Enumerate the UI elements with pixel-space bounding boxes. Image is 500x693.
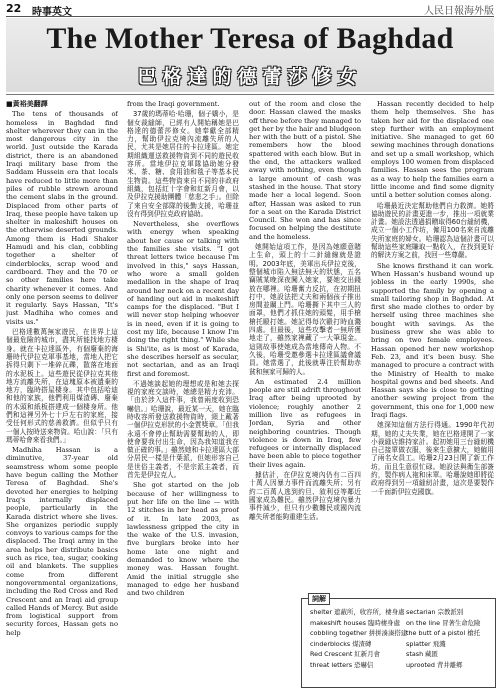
article-title-chinese: 巴格達的德蕾莎修女 <box>137 66 363 88</box>
article-column-3 <box>249 100 361 592</box>
paragraph: Nevertheless, she overflows with energy when speaking about her cause or talking with the families she visits. "I got threat letters twice because I'm involved in this," says Hassan, who wore a small golden medallion in the shape of Iraq around her neck on a recent day of handing out aid in makeshift camps for the displaced. "But I will never stop helping whoever is in need, even if it is going to cost my life, because I know I'm doing the right thing." While she is Shi'ite, as is most of Karada, she describes herself as secular, not sectarian, and as an Iraqi first and foremost. <box>127 220 239 378</box>
paragraph: Hassan recently decided to help them help themselves. She has taken her aid for the displaced one step further with an employment initiative. She managed to get 60 sewing machines through donations and set up a small workshop, which employs 100 women from displaced families. Hassan sees the program as a way to help the families earn a little income and find some dignity until a better solution comes along. <box>371 100 494 200</box>
paragraph: out of the room and close the door. Hassan clawed the masks off three before they managed to get her by the hair and bludgeon her with the butt of a pistol. She remembers how the blood spattered with each blow. But in the end, the attackers walked away with nothing, even though a large amount of cash was stashed in the house. That story made her a local legend. Soon after, Hassan was asked to run for a seat on the Karada District Council. She won and has since focused on helping the destitute and the homeless. <box>249 100 361 241</box>
article-column-1 <box>6 100 118 690</box>
paragraph: 據估計，在伊拉克境內仍有二百四十萬人因暴力事件而流離失所；另有約二百萬人逃到約旦、敘利亞等鄰近國家成為難民。雖然伊拉克境內暴力事件減少，但只有少數難民或國內流離失所者能夠重建生活。 <box>249 471 361 521</box>
paragraph: 巴格達數萬無家遊民，在世界上這個最危險的城市，盡其所能找地方棲身。就在卡拉達區外，有個廢棄的海珊時代伊拉克軍事基地，當地人把它拆得只剩下一堆碎瓦礫，散落在地面的水泥板上。這些遊民從伊拉克其他地方流離失所，在這塊原本被遺棄的地方，臨時搭屋棲身。其中包括哈迪和他的家族，他們利用煤渣磚、廢棄的木頭和紙板搭建成一個棲身所。他們和這裡另外七十戶左右的家庭，接受任何形式的慈善救濟。但似乎只有一個人按時送來物資。哈山說：「只有瑪蒂哈會來看我們。」 <box>6 328 118 444</box>
translator-byline: ■黃裕美翻譯 <box>6 100 48 108</box>
paragraph: An estimated 2.4 million people are still adrift throughout Iraq after being uprooted by violence; roughly another 2 million live as refugees in Jordan, Syria and other neighboring countries. Though violence is down in Iraq, few refugees or internally displaced have been able to piece together their lives again. <box>249 377 361 469</box>
glossary-item: the butt of a pistol 槍托 <box>406 629 480 638</box>
paragraph: 哈珊最近決定幫助他們自力救濟。她將協助遊民的計畫更進一步，推出一項就業計畫。她設法透過捐贈取得60台縫紉機，成立一個小工作坊，僱用100名來自流離失所家庭的婦女。哈珊認為這個計畫可以幫助這些家庭賺取一點收入，在找到更好的解決方案之前，找回一些尊嚴。 <box>371 201 494 260</box>
glossary-item: sectarian 宗教派別 <box>406 608 464 616</box>
page-header <box>6 2 494 17</box>
divider <box>6 94 494 95</box>
glossary-item: threat letters 恐嚇信 <box>310 660 374 669</box>
paragraph: Madhiha Hassan is a diminutive, 37-year old seamstress whom some people have begun calling the Mother Teresa of Baghdad. She's devoted her energies to helping Iraq's internally displaced people, particularly in the Karada district where she lives. She organizes periodic supply convoys to various camps for the displaced. The Iraqi army in the area helps her distribute basics such as rice, tea, sugar, cooking oil and blankets. The supplies come from different nongovernmental organizations, including the Red Cross and Red Crescent and an Iraqi aid group called Hands of Mercy. But aside from logistical support from security forces, Hassan gets no help <box>6 446 118 637</box>
paragraph: The tens of thousands of homeless in Baghdad find shelter wherever they can in the most dangerous city in the world. Just outside the Karada district, there is an abandoned Iraqi military base from the Saddam Hussein era that locals have reduced to little more than piles of rubble strewn around the cement slabs in the ground. Displaced from other parts of Iraq, these people have taken up shelter in makeshift houses on the otherwise deserted grounds. Among them is Hadi Shaker Hamudi and his clan, cobbling together a shelter of cinderblocks, scrap wood and cardboard. They and the 70 or so other families here take charity whenever it comes. And only one person seems to deliver it regularly. Says Hassan, "It's just Madhiha who comes and visits us." <box>6 110 118 326</box>
paragraph: She knows firsthand it can work. When Hassan's husband wound up jobless in the early 1990s, she supported the family by opening a small tailoring shop in Baghdad. At first she made clothes to order by herself using three machines she bought with savings. As the business grew she was able to bring on two female employees. Hassan opened her new workshop Feb. 23, and it's been busy. She managed to procure a contract with the Ministry of Health to make hospital gowns and bed sheets. And Hassan says she is close to getting another sewing project from the government, this one for 1,000 new Iraqi flags. <box>371 261 494 419</box>
paragraph: She got started on the job because of her willingness to put her life on the line — with 12 stitches in her head as proof of it. In late 2003, as lawlessness gripped the city in the wake of the U.S. invasion, five burglars broke into her home late one night and demanded to know where the money was. Hassan fought. Amid the initial struggle she managed to edge her husband and two children <box>127 481 239 598</box>
paragraph: 37歲的瑪蒂哈·哈珊，個子嬌小，是個女裁縫師，已經有人開始稱她是巴格達的德蕾莎修女。她奉獻全部精力，幫助伊拉克境內流離失所的人民，尤其是她居住的卡拉達區。她定期組織運送救援物資到不同的遊民收容所。當地伊拉克軍隊協助她分發米、茶、糖、食用油和毯子等基本民生物資。這些物資來自不同的非政府組織，包括紅十字會和紅新月會，以及伊拉克援助團體「慈悲之手」。但除了來自安全部隊的後勤支援，哈珊並沒有得到伊拉克政府協助。 <box>127 110 239 218</box>
glossary-label: 詞解 <box>308 593 330 605</box>
glossary-box <box>301 595 496 688</box>
paragraph: 她深知這個方法行得通。1990年代初期，她的丈夫失業，她在巴格達開了一家小裁縫店維持家計。起初她用三台縫紉機自己接單做衣服，後來生意擴大，她僱用了兩名女員工。哈珊2月23日開了新工作坊，而且生意很忙碌。她設法與衛生部簽約，製作病人袍和床單。哈珊說她即將從政府得到另一項縫紉計畫，這次是要製作一千面新伊拉克國旗。 <box>371 421 494 496</box>
glossary-item: cobbling together 拼拼湊湊搭建 <box>310 629 408 638</box>
glossary-left-column <box>310 607 407 671</box>
glossary-item: on the line 冒著生命危險 <box>406 618 481 627</box>
paragraph: 她開始這項工作，是因為她願意賭上生命，頭上的十二針縫線就是證明。2003年底，美軍出兵伊拉克後，整個城市陷入無法無天的狀態，五名竊賊某晚深夜闖入她家，要她交出錢放在哪裡。哈珊奮力反抗，在初期扭打中，她設法把丈夫和兩個孩子推出房間並關上門。哈珊撕下其中三人的面罩，他們才抓住她的頭髮，用手槍槍托毆打她。她記得每次毆打時血濺四處。但最後，這些攻擊者一無所獲地走了，雖然家裡藏了一大筆現金。這則故事使她成為當地傳奇人物。不久後，哈珊受邀參選卡拉達區議會議員。她當選了，此後就專注於幫助赤貧和無家可歸的人。 <box>249 243 361 376</box>
section-name: 時事英文 <box>32 7 72 18</box>
glossary-item: stash 藏匿 <box>406 650 438 659</box>
glossary-item: splatter 飛濺 <box>406 639 446 648</box>
newspaper-name: 人民日報海外版 <box>424 6 494 17</box>
glossary-item: makeshift houses 臨時棲身處 <box>310 618 400 627</box>
article-title-english: The Mother Teresa of Baghdad <box>46 22 454 55</box>
glossary-right-column <box>406 607 480 671</box>
paragraph: from the Iraqi government. <box>127 100 220 108</box>
article-column-2 <box>127 100 239 690</box>
glossary-item: cinderblocks 煤渣磚 <box>310 639 372 648</box>
paragraph: 不過她談起她的理想或是和她去探視的家庭交談時，她總是精力充沛。「由於涉入這件事，我曾兩度收到恐嚇信。」哈珊說，最近某一天，她在臨時收容所發送救援物資時，頸上戴著一個伊拉克形狀的小金質獎章。「但我永遠不會停止幫助需要幫助的人，即使會要我付出生命，因為我知道我在做正確的事。」雖然她和卡拉達區大部分居民一樣是什葉派，但她形容自己是世俗主義者，不是宗派主義者，而首先是伊拉克人。 <box>127 379 239 480</box>
title-banner <box>6 18 494 92</box>
page-number: 22 <box>6 2 22 15</box>
article-column-4 <box>371 100 494 592</box>
glossary-item: Red Crescent 紅新月會 <box>310 650 380 659</box>
glossary-item: uprooted 背井離鄉 <box>406 660 463 669</box>
glossary-item: shelter 遮蔽所，收容所，棲身處 <box>310 608 405 616</box>
